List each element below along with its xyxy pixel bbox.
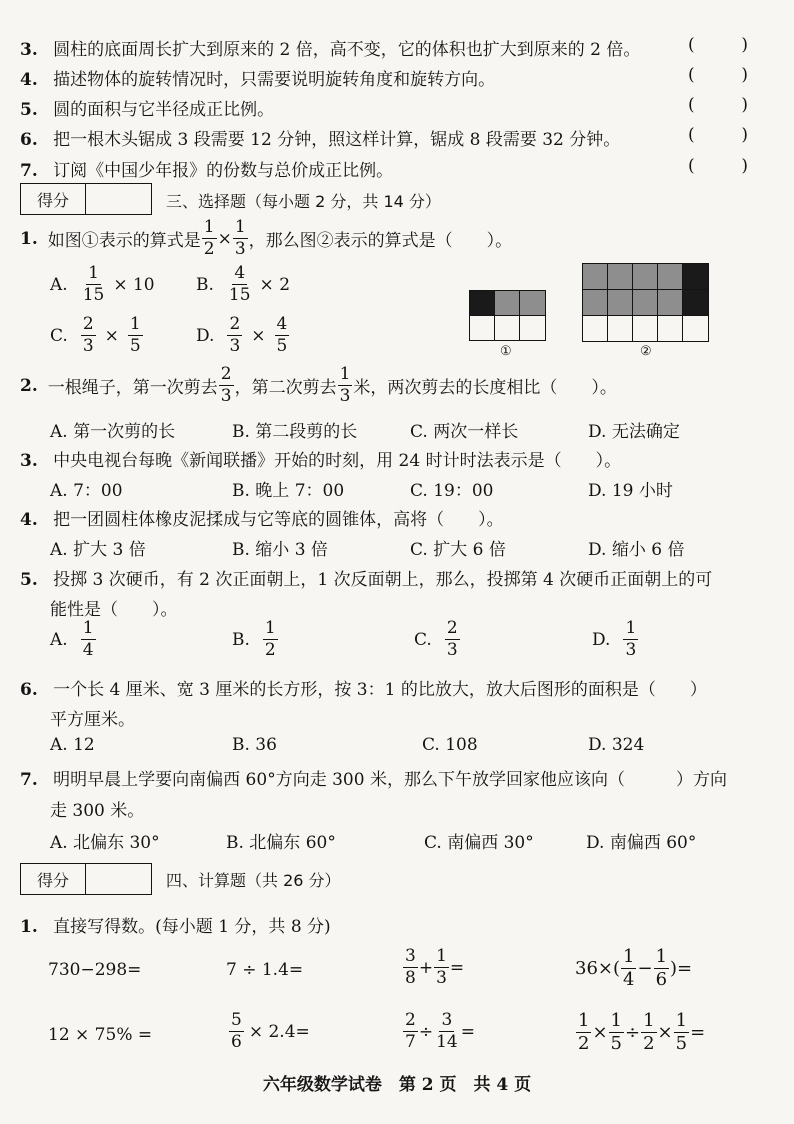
question-7-line2: 走 300 米。 (50, 801, 145, 821)
judge-num: 6. (20, 130, 38, 150)
fraction: $\frac{1}{3}$ (339, 364, 351, 406)
judge-num: 7. (20, 161, 38, 181)
question-text: ，第二次剪去 (234, 378, 337, 398)
judge-text: 圆柱的底面周长扩大到原来的 2 倍，高不变，它的体积也扩大到原来的 2 倍。 (53, 40, 641, 60)
fraction: $\frac{1}{3}$ (234, 217, 246, 259)
question-text: 米，两次剪去的长度相比（ ）。 (353, 378, 617, 398)
grid-cell (582, 289, 608, 316)
option-a[interactable]: A. 12 (50, 735, 95, 755)
score-field[interactable] (86, 864, 151, 894)
option-c[interactable]: C. 扩大 6 倍 (410, 540, 506, 560)
judge-item (20, 156, 393, 181)
question-5-line2: 能性是（ ）。 (50, 600, 178, 620)
calc-item: 730−298= (48, 960, 142, 980)
grid-cell (632, 263, 658, 290)
answer-blank[interactable]: ( ) (688, 65, 748, 85)
score-box (20, 863, 152, 895)
calc-item: 7 ÷ 1.4= (226, 960, 304, 980)
judge-text: 订阅《中国少年报》的份数与总价成正比例。 (53, 161, 394, 181)
option-b[interactable]: B. 北偏东 60° (226, 833, 336, 853)
judge-text: 描述物体的旋转情况时，只需要说明旋转角度和旋转方向。 (53, 70, 496, 90)
question-text: ，那么图②表示的算式是（ ）。 (248, 231, 513, 251)
calc-item: $\frac{3}{8}$ + $\frac{1}{3}$ = (405, 946, 465, 988)
question-1: 1. 如图①表示的算式是 $\frac{1}{2}$ × $\frac{1}{3}$ ，那么图②表示的算式是（ ）。 (20, 217, 513, 259)
grid-cell (657, 289, 683, 316)
question-6-line2: 平方厘米。 (50, 710, 135, 730)
grid-cell (607, 263, 633, 290)
option-a[interactable]: A. $\frac{1}{4}$ (50, 618, 94, 660)
sub-question-1: 1. 直接写得数。(每小题 1 分，共 8 分) (20, 917, 331, 937)
option-d[interactable]: D. 324 (588, 735, 645, 755)
question-num: 2. (20, 375, 38, 396)
question-num: 1. (20, 228, 38, 249)
question-6: 6. 一个长 4 厘米、宽 3 厘米的长方形，按 3：1 的比放大，放大后图形的面积是（ ） (20, 680, 707, 700)
option-a[interactable]: A. 北偏东 30° (50, 833, 160, 853)
judge-text: 把一根木头锯成 3 段需要 12 分钟，照这样计算，锯成 8 段需要 32 分钟。 (53, 130, 621, 150)
option-a[interactable]: A. 7：00 (50, 481, 123, 501)
judge-num: 4. (20, 70, 38, 90)
option-a[interactable]: A. 第一次剪的长 (50, 422, 176, 442)
judge-item (20, 95, 274, 120)
option-a[interactable]: A. 扩大 3 倍 (50, 540, 146, 560)
option-d[interactable]: D. $\frac{2}{3}$ × $\frac{4}{5}$ (196, 314, 288, 356)
option-b[interactable]: B. 晚上 7：00 (232, 481, 345, 501)
grid-cell (657, 263, 683, 290)
grid-cell (682, 289, 709, 316)
score-field[interactable] (86, 184, 151, 214)
grid-cell (657, 315, 683, 342)
question-5: 5. 投掷 3 次硬币，有 2 次正面朝上，1 次反面朝上，那么，投掷第 4 次硬币正面朝上的可 (20, 570, 713, 590)
calc-item: $\frac{2}{7}$ ÷ $\frac{3}{14}$ = (405, 1010, 475, 1052)
grid-cell (494, 290, 520, 316)
question-text: 如图①表示的算式是 (47, 231, 201, 251)
question-3: 3. 中央电视台每晚《新闻联播》开始的时刻，用 24 时计时法表示是（ ）。 (20, 451, 622, 471)
option-a[interactable]: A. $\frac{1}{15}$ × 10 (50, 263, 155, 305)
option-d[interactable]: D. 19 小时 (588, 481, 673, 501)
grid-cell (607, 315, 633, 342)
score-box (20, 183, 152, 215)
calc-item: $\frac{1}{2}$ × $\frac{1}{5}$ ÷ $\frac{1}{2}$ × $\frac{1}{5}$ = (578, 1010, 706, 1054)
grid-cell (682, 315, 709, 342)
grid-cell (494, 315, 520, 341)
option-c[interactable]: C. 108 (422, 735, 478, 755)
fraction: $\frac{1}{2}$ (203, 217, 215, 259)
grid-cell (632, 315, 658, 342)
figure-label: ① (500, 344, 512, 359)
grid-cell (582, 315, 608, 342)
judge-item (20, 125, 620, 150)
score-label: 得分 (21, 184, 86, 214)
calc-item: $\frac{5}{6}$ × 2.4= (231, 1010, 310, 1052)
figure-label: ② (640, 344, 652, 359)
grid-cell (519, 290, 546, 316)
option-c[interactable]: C. 南偏西 30° (424, 833, 534, 853)
fraction: $\frac{2}{3}$ (220, 364, 232, 406)
section-title: 四、计算题（共 26 分） (166, 871, 341, 890)
score-label: 得分 (21, 864, 86, 894)
question-text: 一根绳子，第一次剪去 (47, 378, 218, 398)
judge-num: 3. (20, 40, 38, 60)
answer-blank[interactable]: ( ) (688, 156, 748, 176)
grid-cell (469, 290, 495, 316)
section-title: 三、选择题（每小题 2 分，共 14 分） (166, 192, 441, 211)
option-c[interactable]: C. 两次一样长 (410, 422, 519, 442)
grid-cell (632, 289, 658, 316)
option-b[interactable]: B. $\frac{1}{2}$ (232, 618, 276, 660)
calc-item: 12 × 75% = (48, 1025, 153, 1045)
option-b[interactable]: B. 第二段剪的长 (232, 422, 358, 442)
option-d[interactable]: D. 无法确定 (588, 422, 680, 442)
calc-item: 36×( $\frac{1}{4}$ − $\frac{1}{6}$ )= (575, 946, 693, 990)
page-footer: 六年级数学试卷 第 2 页 共 4 页 (262, 1075, 532, 1095)
question-7: 7. 明明早晨上学要向南偏西 60°方向走 300 米，那么下午放学回家他应该向（ ）方向 (20, 770, 727, 790)
answer-blank[interactable]: ( ) (688, 125, 748, 145)
answer-blank[interactable]: ( ) (688, 95, 748, 115)
option-c[interactable]: C. 19：00 (410, 481, 494, 501)
judge-item (20, 65, 495, 90)
judge-num: 5. (20, 100, 38, 120)
question-4: 4. 把一团圆柱体橡皮泥揉成与它等底的圆锥体，高将（ ）。 (20, 510, 504, 530)
grid-cell (519, 315, 546, 341)
option-c[interactable]: C. $\frac{2}{3}$ (414, 618, 458, 660)
option-c[interactable]: C. $\frac{2}{3}$ × $\frac{1}{5}$ (50, 314, 141, 356)
answer-blank[interactable]: ( ) (688, 35, 748, 55)
option-d[interactable]: D. 南偏西 60° (586, 833, 697, 853)
option-b[interactable]: B. $\frac{4}{15}$ × 2 (196, 263, 291, 305)
question-2 (20, 366, 617, 405)
grid-cell (682, 263, 709, 290)
option-d[interactable]: D. 缩小 6 倍 (588, 540, 685, 560)
judge-text: 圆的面积与它半径成正比例。 (53, 100, 275, 120)
option-d[interactable]: D. $\frac{1}{3}$ (592, 618, 637, 660)
grid-cell (469, 315, 495, 341)
grid-cell (582, 263, 608, 290)
grid-cell (607, 289, 633, 316)
option-b[interactable]: B. 36 (232, 735, 277, 755)
option-b[interactable]: B. 缩小 3 倍 (232, 540, 328, 560)
judge-item (20, 35, 640, 60)
